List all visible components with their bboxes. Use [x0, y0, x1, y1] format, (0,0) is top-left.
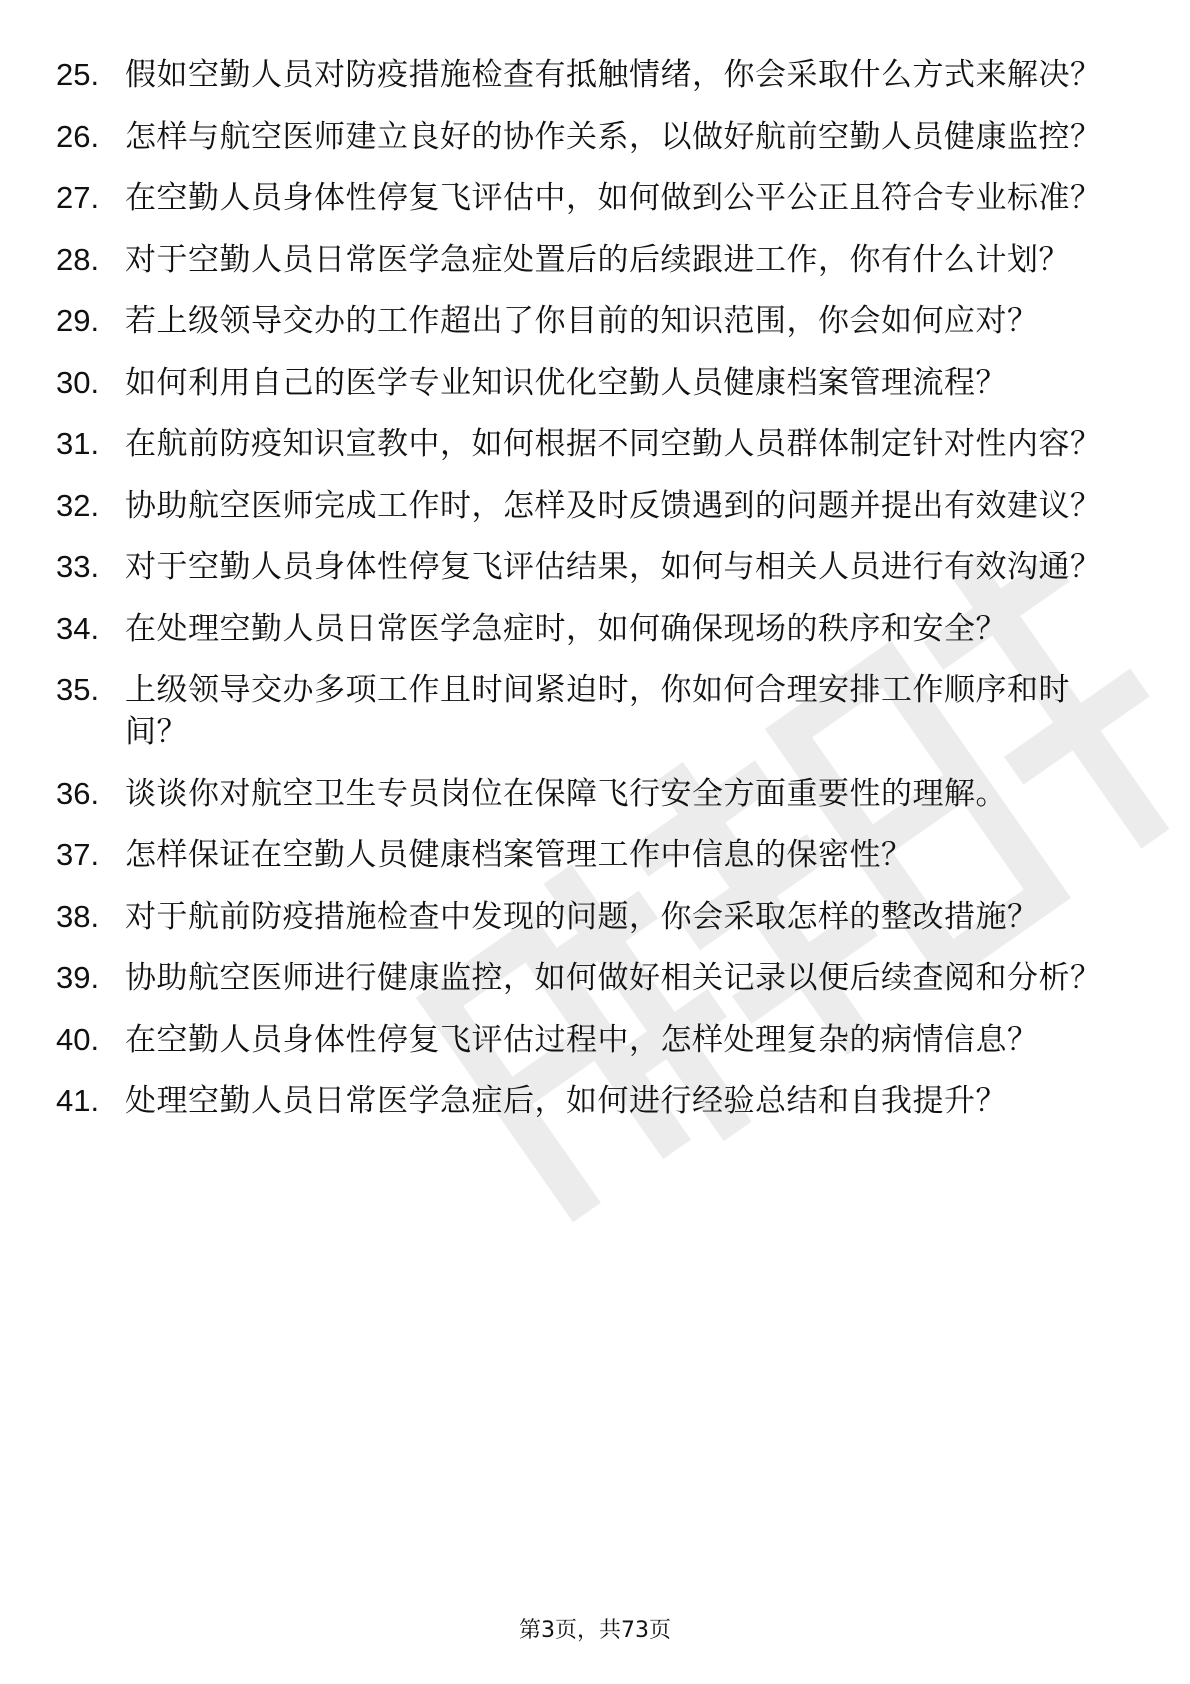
list-item	[56, 957, 1126, 999]
question-text: 如何利用自己的医学专业知识优化空勤人员健康档案管理流程？	[125, 364, 1007, 401]
question-number: 40.	[56, 1021, 100, 1057]
list-item	[56, 546, 1126, 588]
question-text: 在空勤人员身体性停复飞评估中，如何做到公平公正且符合专业标准？	[125, 180, 1102, 216]
list-item	[56, 1080, 1126, 1122]
question-number: 29.	[56, 303, 100, 338]
question-number: 27.	[56, 180, 100, 215]
list-item	[56, 54, 1126, 96]
question-number: 30.	[56, 364, 100, 400]
list-item	[56, 1019, 1126, 1061]
list-item	[56, 485, 1126, 527]
question-number: 39.	[56, 960, 100, 995]
question-number: 26.	[56, 118, 100, 154]
list-item	[56, 300, 1126, 342]
question-text: 若上级领导交办的工作超出了你目前的知识范围，你会如何应对？	[125, 303, 1039, 339]
question-text: 对于航前防疫措施检查中发现的问题，你会采取怎样的整改措施？	[125, 898, 1039, 935]
question-text: 在航前防疫知识宣教中，如何根据不同空勤人员群体制定针对性内容？	[125, 426, 1102, 462]
question-text: 处理空勤人员日常医学急症后，如何进行经验总结和自我提升？	[125, 1083, 1007, 1119]
question-text: 在处理空勤人员日常医学急症时，如何确保现场的秩序和安全？	[125, 610, 1007, 647]
list-item	[56, 177, 1126, 219]
question-number: 34.	[56, 610, 100, 646]
question-text: 怎样保证在空勤人员健康档案管理工作中信息的保密性？	[125, 837, 913, 873]
question-text: 谈谈你对航空卫生专员岗位在保障飞行安全方面重要性的理解。	[125, 775, 1007, 812]
list-item	[56, 116, 1126, 158]
question-number: 25.	[56, 57, 100, 92]
question-text: 对于空勤人员日常医学急症处置后的后续跟进工作，你有什么计划？	[125, 241, 1070, 278]
list-item	[56, 834, 1126, 876]
question-text: 在空勤人员身体性停复飞评估过程中，怎样处理复杂的病情信息？	[125, 1021, 1039, 1058]
question-text: 协助航空医师进行健康监控，如何做好相关记录以便后续查阅和分析？	[125, 960, 1102, 996]
question-number: 38.	[56, 898, 100, 934]
question-number: 41.	[56, 1083, 100, 1118]
question-number: 33.	[56, 549, 100, 584]
question-text: 对于空勤人员身体性停复飞评估结果，如何与相关人员进行有效沟通？	[125, 549, 1102, 585]
list-item	[56, 423, 1126, 465]
list-item	[56, 362, 1126, 404]
question-text: 上级领导交办多项工作且时间紧迫时，你如何合理安排工作顺序和时间？	[125, 672, 1070, 750]
question-text: 怎样与航空医师建立良好的协作关系，以做好航前空勤人员健康监控？	[125, 118, 1102, 155]
list-item	[56, 239, 1126, 281]
page-number-footer: 第3页，共73页	[519, 1618, 671, 1643]
question-number: 35.	[56, 672, 100, 707]
question-number: 37.	[56, 837, 100, 872]
list-item	[56, 896, 1126, 938]
question-number: 31.	[56, 426, 100, 461]
question-text: 协助航空医师完成工作时，怎样及时反馈遇到的问题并提出有效建议？	[125, 487, 1102, 524]
question-number: 32.	[56, 487, 100, 523]
list-item	[56, 669, 1126, 753]
question-text: 假如空勤人员对防疫措施检查有抵触情绪，你会采取什么方式来解决？	[125, 57, 1102, 93]
question-number: 28.	[56, 241, 100, 277]
question-list	[56, 54, 1126, 1142]
question-number: 36.	[56, 775, 100, 811]
list-item	[56, 608, 1126, 650]
list-item	[56, 773, 1126, 815]
